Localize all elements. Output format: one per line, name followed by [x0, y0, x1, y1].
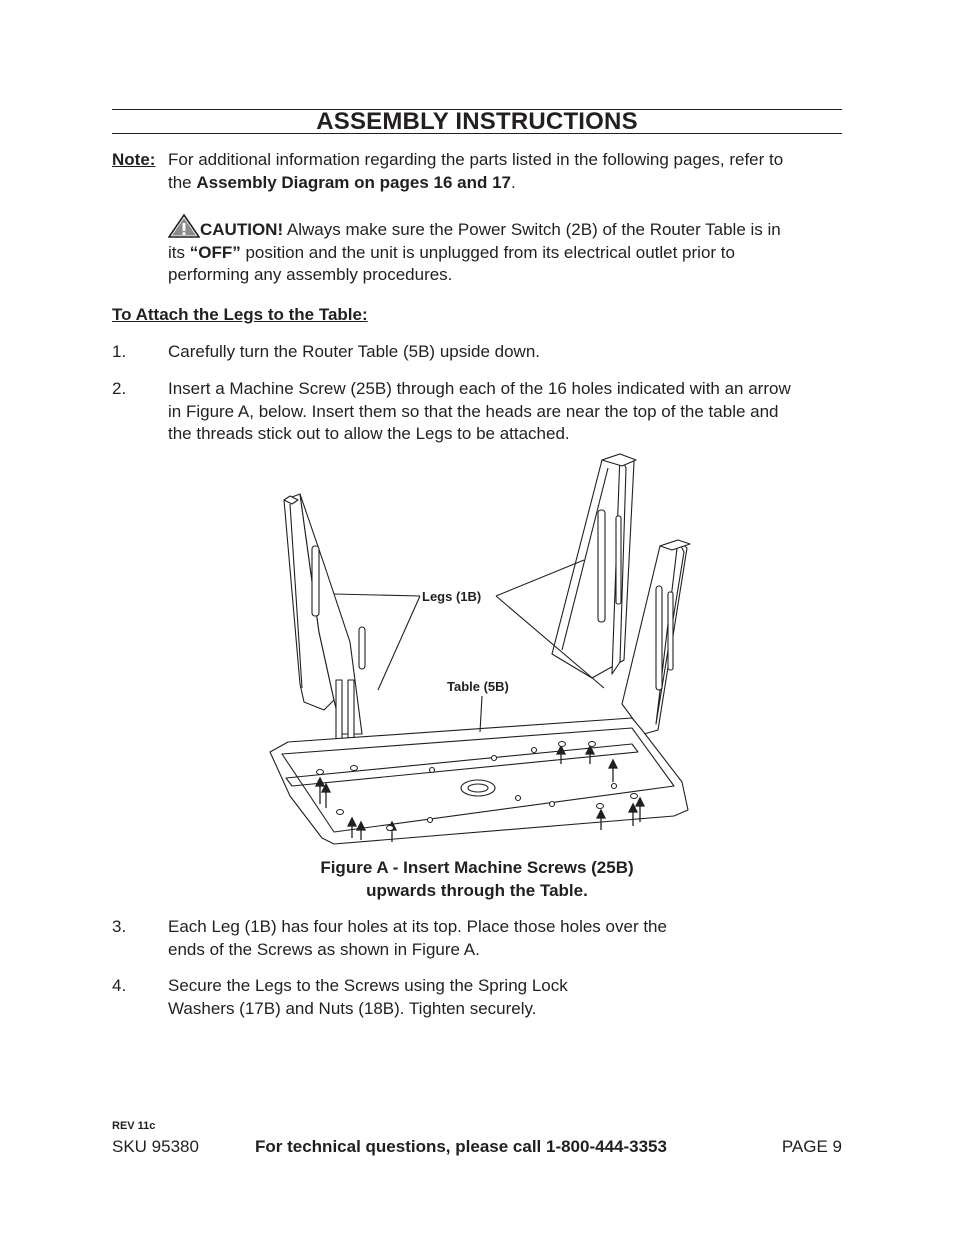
- caution-off-text: “OFF”: [189, 242, 241, 262]
- step-text: Carefully turn the Router Table (5B) upside down.: [168, 342, 540, 361]
- figure-a: [262, 452, 702, 852]
- page-title: ASSEMBLY INSTRUCTIONS: [316, 108, 638, 135]
- page-number: PAGE 9: [781, 1137, 842, 1156]
- figure-caption: [262, 856, 692, 902]
- support-phone-text: For technical questions, please call 1-800-444-3353: [255, 1137, 667, 1156]
- caution-label: CAUTION!: [200, 220, 284, 239]
- note-bold-reference: Assembly Diagram on pages 16 and 17: [196, 172, 511, 192]
- step-number: 3.: [112, 917, 127, 936]
- step-number: 2.: [112, 379, 127, 398]
- step-number: 1.: [112, 342, 127, 361]
- step-number: 4.: [112, 976, 127, 995]
- note-label: Note:: [112, 150, 156, 169]
- caution-block: CAUTION! Always make sure the Power Switch (2B) of the Router Table is in its “OFF” position and the unit is unplugged from its electrical outlet prior to performing any assembly procedures.: [168, 214, 788, 287]
- table-label: Table (5B): [447, 679, 509, 694]
- step-text: Each Leg (1B) has four holes at its top. Place those holes over the ends of the Screws as shown in Figure A.: [168, 917, 667, 959]
- figure-a-drawing: [262, 452, 702, 852]
- warning-triangle-icon: [168, 214, 200, 238]
- legs-label: Legs (1B): [422, 589, 482, 604]
- caption-line-1: Figure A - Insert Machine Screws (25B): [320, 858, 634, 877]
- step-text: Insert a Machine Screw (25B) through each of the 16 holes indicated with an arrow in Figure A, below. Insert them so that the heads are near the top of the table and the threads stick out to allow the Legs to be attached.: [168, 379, 791, 443]
- section-heading: To Attach the Legs to the Table:: [112, 305, 368, 324]
- note-text: For additional information regarding the parts listed in the following pages, refer to the Assembly Diagram on pages 16 and 17.: [168, 150, 784, 192]
- sku-label: SKU 95380: [112, 1137, 199, 1156]
- caption-line-2: upwards through the Table.: [366, 881, 588, 900]
- title-bottom-rule: [112, 133, 842, 134]
- step-text: Secure the Legs to the Screws using the Spring Lock Washers (17B) and Nuts (18B). Tighten securely.: [168, 976, 568, 1018]
- revision-label: REV 11c: [112, 1120, 156, 1132]
